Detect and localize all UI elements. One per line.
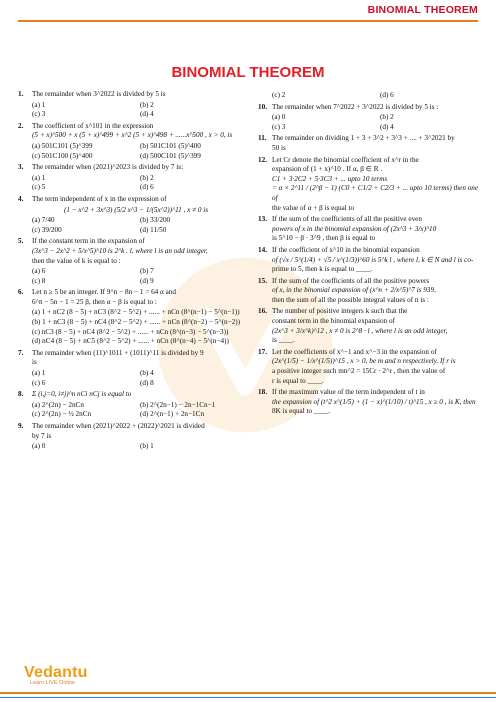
option-b: (b) 1 + nC3 (8 − 5) + nC4 (8^2 − 5^2) + ...... + nCn (8^(n−2) − 5^(n−2)): [32, 318, 241, 327]
option-c: (c) 501C100 (5)^400: [32, 151, 93, 160]
question-text: Let the coefficients of x^−1 and x^−3 in the expansion of: [272, 347, 437, 356]
question-text: The remainder when (2021)^2022 + (2022)^2021 is divided: [32, 422, 205, 430]
brand-name: Vedantu: [24, 664, 88, 681]
question-text: The term independent of x in the expression of: [32, 194, 167, 203]
option-a: (a) 0: [32, 442, 46, 451]
question-text-2: is: [32, 358, 37, 367]
question-9: 9. The remainder when (2021)^2022 + (2022)^2021 is divided by 7 is (a) 0 (b) 1: [18, 422, 240, 452]
question-text: The remainder when (11)^1011 + (1011)^11 is divided by 9: [32, 348, 204, 357]
option-c: (c) 3: [272, 122, 286, 131]
section-title: BINOMIAL THEOREM: [367, 4, 478, 16]
option-c: (c) 5: [32, 183, 46, 192]
option-b: (b) 4: [140, 369, 154, 378]
question-expression: (2x^(1/5) − 1/x^(1/5))^15 , x > 0, be m and n respectively. If r is: [272, 357, 456, 366]
option-d: (d) 6: [380, 91, 394, 99]
option-d: (d) 2^(n−1) + 2n−1Cn: [140, 410, 205, 419]
question-5: 5. If the constant term in the expansion of (3x^3 − 2x^2 + 5/x^5)^10 is 2^k . l, where l is an odd integer, then the value of k is equal to : (a) 6 (b) 7 (c) 8 (d) 9: [18, 237, 240, 286]
question-text-2: expansion of (1 + x)^10 . If α, β ∈ R .: [272, 165, 383, 174]
option-a: (a) 1: [32, 369, 46, 378]
right-column: [258, 90, 480, 419]
question-16: 16. The number of positive integers k such that the constant term in the binomial expansion of (2x^3 + 3/x^k)^12 , x ≠ 0 is 2^8 · l , where l is an odd integer, is ____.: [258, 307, 480, 345]
question-text: The remainder when 3^2022 is divided by 5 is: [32, 90, 166, 98]
question-text: If the sum of the coefficients of all the positive powers: [272, 276, 430, 285]
option-d: (d) 8: [140, 378, 154, 387]
option-c: (c) 2^(2n) − ½ 2nCn: [32, 410, 92, 419]
question-text-2: 6^n − 5n − 1 = 25 β, then α − β is equal to :: [32, 297, 157, 306]
question-tail: is ____.: [272, 336, 295, 345]
question-text-2: of (√x / 5^(1/4) + √5 / x^(1/3))^60 is 5^k l , where l, k ∈ N and l is co-: [272, 255, 474, 264]
question-15: 15. If the sum of the coefficients of all the positive powers of x, in the binomial expansion of (x^n + 2/x^5)^7 is 939, then the sum of all the possible integral values of n is :: [258, 277, 480, 306]
question-1: 1. The remainder when 3^2022 is divided by 5 is (a) 1 (b) 2 (c) 3 (d) 4: [18, 90, 240, 120]
option-d: (d) 4: [140, 110, 154, 119]
option-d: (d) nC4 (8 − 5) + nC5 (8^2 − 5^2) + ...... + nCn (8^(n−4) − 5^(n−4)): [32, 337, 229, 346]
question-expression-2: = α × 2^11 / (2^β − 1) (C0 + C1/2 + C2/3 + ... upto 10 terms) then one of: [272, 184, 479, 202]
option-c: (c) 8: [32, 276, 46, 285]
option-b: (b) 2: [140, 173, 154, 182]
question-4: 4. The term independent of x in the expression of (1 − x^2 + 3x^3) (5/2 x^3 − 1/(5x^2))^11 , x ≠ 0 is (a) 7/40 (b) 33/200 (c) 39/200 (d) 11/50: [18, 195, 240, 235]
header-divider: [18, 20, 478, 22]
question-6: 6. Let n ≥ 5 be an integer. If 9^n − 8n − 1 = 64 α and 6^n − 5n − 1 = 25 β, then α − β is equal to : (a) 1 + nC2 (8 − 5) + nC3 (8^2 − 5^2) + ...... + nCn (8^(n−1) − 5^(n−1)) (b) 1 + nC3 (8 − 5) + nC4 (8^2 − 5^2) + ...... + nCn (8^(n−2) − 5^(n−2)) (c) nC3 (8 − 5) + nC4 (8^2 − 5^2) + ...... + nCn (8^(n−3) − 5^(n−3)) (d) nC4 (8 − 5) + nC5 (8^2 − 5^2) + ...... + nCn (8^(n−4) − 5^(n−4)): [18, 288, 241, 346]
question-text: The remainder on dividing 1 + 3 + 3^2 + 3^3 + .... + 3^2021 by: [272, 134, 455, 143]
question-tail: 8K is equal to ____.: [272, 407, 331, 416]
option-d: (d) 500C101 (5)^399: [140, 151, 201, 160]
question-text: If the maximum value of the term independent of t in: [272, 388, 425, 397]
question-text: The number of positive integers k such that the: [272, 307, 408, 316]
option-b: (b) 2: [380, 113, 394, 122]
question-text-2: by 7 is: [32, 431, 52, 440]
question-2: 2. The coefficient of x^101 in the expression (5 + x)^500 + x (5 + x)^499 + x^2 (5 + x)^498 + ......x^500 , x > 0, is (a) 501C101 (5)^399 (b) 501C101 (5)^400 (c) 501C100 (5)^400 (d) 500C101 (5)^399: [18, 122, 240, 161]
question-text-2: 50 is: [272, 143, 286, 152]
option-a: (a) 1: [32, 100, 46, 109]
footer-divider: [0, 692, 496, 694]
left-column: [18, 90, 240, 454]
question-tail: then the sum of all the possible integral values of n is :: [272, 295, 429, 304]
question-expression: (5 + x)^500 + x (5 + x)^499 + x^2 (5 + x)^498 + ......x^500 , x > 0, is: [32, 131, 233, 140]
option-a: (a) 0: [272, 113, 286, 122]
option-d: (d) 11/50: [140, 225, 167, 234]
question-text: If the coefficient of x^10 in the binomial expansion: [272, 245, 420, 254]
page-title: BINOMIAL THEOREM: [171, 64, 325, 81]
question-text: The remainder when (2021)^2023 is divided by 7 is:: [32, 163, 184, 172]
option-d: (d) 9: [140, 276, 154, 285]
option-b: (b) 33/200: [140, 216, 171, 225]
question-tail: prime to 5, then k is equal to ____.: [272, 265, 373, 274]
question-tail: the value of α + β is equal to: [272, 203, 355, 212]
question-text-2: constant term in the binomial expansion of: [272, 317, 395, 326]
option-a: (a) 7/40: [32, 216, 55, 225]
option-d: (d) 6: [140, 183, 154, 192]
question-tail: a positive integer such mn^2 = 15Cr · 2^r , then the value of: [272, 367, 446, 376]
option-c: (c) 39/200: [32, 225, 62, 234]
question-text: Let Cr denote the binomial coefficient of x^r in the: [272, 155, 419, 164]
option-b: (b) 7: [140, 267, 154, 276]
option-a: (a) 1: [32, 173, 46, 182]
question-14: 14. If the coefficient of x^10 in the binomial expansion of (√x / 5^(1/4) + √5 / x^(1/3))^60 is 5^k l , where l, k ∈ N and l is co- prime to 5, then k is equal to ____.: [258, 246, 480, 275]
option-b: (b) 2: [140, 100, 154, 109]
question-expression: the expansion of (t^2 x^(1/5) + (1 − x)^(1/10) / t)^15 , x ≥ 0 , is K, then: [272, 397, 476, 406]
question-tail: then the value of k is equal to :: [32, 256, 121, 265]
question-text: If the constant term in the expansion of: [32, 237, 145, 246]
question-text-2: powers of x in the binomial expansion of (2x^3 + 3/x)^10: [272, 224, 437, 233]
option-d: (d) 4: [380, 122, 394, 131]
option-c: (c) 2: [272, 91, 286, 99]
question-11: 11. The remainder on dividing 1 + 3 + 3^2 + 3^3 + .... + 3^2021 by 50 is: [258, 134, 480, 153]
brand-logo[interactable]: [24, 664, 88, 686]
option-c: (c) nC3 (8 − 5) + nC4 (8^2 − 5^2) + ...... + nCn (8^(n−3) − 5^(n−3)): [32, 327, 229, 336]
page-header: [0, 0, 496, 22]
question-expression: (3x^3 − 2x^2 + 5/x^5)^10 is 2^k . l, where l is an odd integer,: [32, 246, 208, 255]
question-3: 3. The remainder when (2021)^2023 is divided by 7 is: (a) 1 (b) 2 (c) 5 (d) 6: [18, 163, 240, 193]
option-a: (a) 501C101 (5)^399: [32, 141, 93, 150]
footer-divider-blue: [0, 697, 496, 698]
question-text: The remainder when 7^2022 + 3^2022 is divided by 5 is :: [272, 102, 439, 111]
option-b: (b) 501C101 (5)^400: [140, 141, 201, 150]
question-17: 17. Let the coefficients of x^−1 and x^−3 in the expansion of (2x^(1/5) − 1/x^(1/5))^15 , x > 0, be m and n respectively. If r is a positive integer such mn^2 = 15Cr · 2^r , then the value of r is equal to ____.: [258, 348, 480, 386]
question-12: 12. Let Cr denote the binomial coefficient of x^r in the expansion of (1 + x)^10 . If α, β ∈ R . C1 + 3·2C2 + 5·3C3 + ... upto 10 terms = α × 2^11 / (2^β − 1) (C0 + C1/2 + C2/3 + ... upto 10 terms) then one of the value of α + β is equal to: [258, 155, 479, 212]
option-a: (a) 1 + nC2 (8 − 5) + nC3 (8^2 − 5^2) + ...... + nCn (8^(n−1) − 5^(n−1)): [32, 308, 240, 317]
question-7: 7. The remainder when (11)^1011 + (1011)^11 is divided by 9 is (a) 1 (b) 4 (c) 6 (d) 8: [18, 349, 240, 388]
option-b: (b) 2^(2n−1) − 2n−1Cn−1: [140, 400, 216, 409]
question-10: 10. The remainder when 7^2022 + 3^2022 is divided by 5 is : (a) 0 (b) 2 (c) 3 (d) 4: [258, 103, 480, 133]
question-text: Σ (i,j=0, i≠j)^n nCi nCj is equal to: [32, 390, 132, 399]
option-c: (c) 6: [32, 378, 46, 387]
question-8: 8. Σ (i,j=0, i≠j)^n nCi nCj is equal to (a) 2^(2n) − 2nCn (b) 2^(2n−1) − 2n−1Cn−1 (c) 2^(2n) − ½ 2nCn (d) 2^(n−1) + 2n−1Cn: [18, 390, 240, 420]
question-expression: (1 − x^2 + 3x^3) (5/2 x^3 − 1/(5x^2))^11 , x ≠ 0 is: [63, 205, 209, 214]
option-c: (c) 3: [32, 110, 46, 119]
question-9-continued: [258, 91, 480, 101]
question-text-2: of x, in the binomial expansion of (x^n + 2/x^5)^7 is 939,: [272, 286, 436, 295]
option-b: (b) 1: [140, 442, 154, 451]
option-a: (a) 2^(2n) − 2nCn: [32, 400, 84, 409]
question-tail: is 5^10 − β · 3^9 , then β is equal to: [272, 234, 376, 243]
question-text: If the sum of the coefficients of all the positive even: [272, 215, 422, 224]
question-tail-2: r is equal to ____.: [272, 376, 324, 385]
question-18: 18. If the maximum value of the term independent of t in the expansion of (t^2 x^(1/5) + (1 − x)^(1/10) / t)^15 , x ≥ 0 , is K, then 8K is equal to ____.: [258, 388, 480, 417]
option-a: (a) 6: [32, 267, 46, 276]
question-expression: C1 + 3·2C2 + 5·3C3 + ... upto 10 terms: [272, 174, 388, 183]
question-text: The coefficient of x^101 in the expression: [32, 121, 154, 130]
question-13: 13. If the sum of the coefficients of all the positive even powers of x in the binomial expansion of (2x^3 + 3/x)^10 is 5^10 − β · 3^9 , then β is equal to: [258, 215, 480, 244]
question-text: Let n ≥ 5 be an integer. If 9^n − 8n − 1 = 64 α and: [32, 288, 177, 297]
brand-tagline: Learn LIVE Online: [30, 680, 75, 686]
question-expression: (2x^3 + 3/x^k)^12 , x ≠ 0 is 2^8 · l , where l is an odd integer,: [272, 326, 448, 335]
